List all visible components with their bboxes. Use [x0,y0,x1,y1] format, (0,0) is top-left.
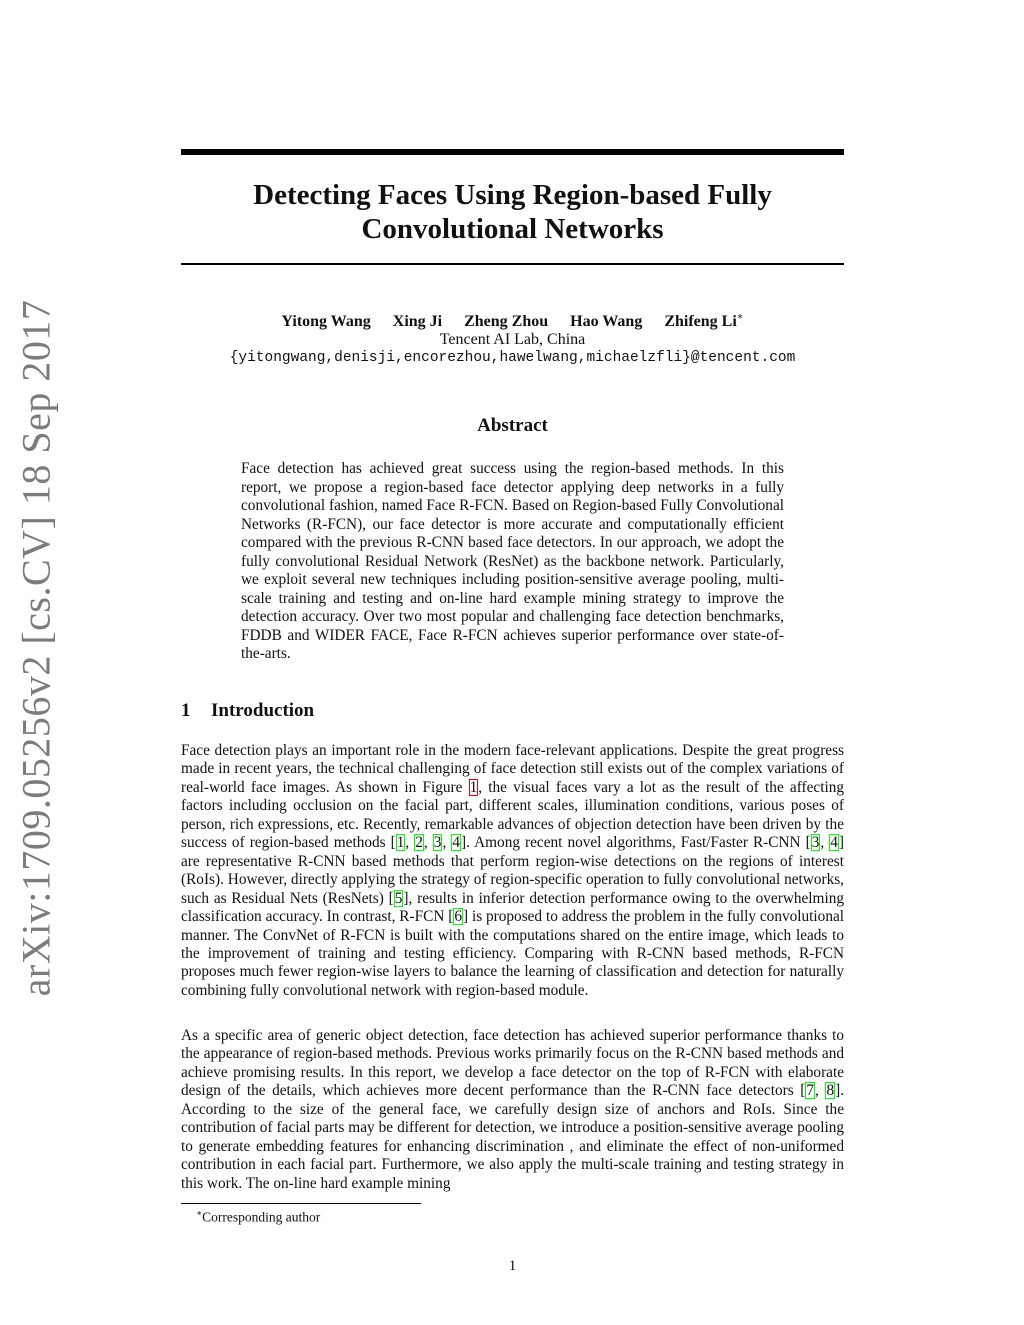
title-bottom-rule [181,263,844,265]
author-name: Zhifeng Li [664,313,737,331]
footnote-rule [181,1203,421,1204]
author-name-corresponding [664,313,743,330]
affiliation: Tencent AI Lab, China [439,331,586,348]
citation-link[interactable]: 4 [452,834,460,852]
figure-reference-link[interactable]: 1 [469,778,478,796]
citation-link[interactable]: 4 [830,834,838,852]
abstract-text: Face detection has achieved great success using the region-based methods. In this report, we propose a region-based face detector applying deep networks in a fully convolutional fashion, named Face R-FCN. Based on Region-based Fully Convolutional Networks (R-FCN), our face detector is more accurate and computationally efficient compared with the previous R-CNN based face detectors. In our approach, we adopt the fully convolutional Residual Network (ResNet) as the backbone network. Particularly, we exploit several new techniques including position-sensitive average pooling, multi-scale training and testing and on-line hard example mining strategy to improve the detection accuracy. Over two most popular and challenging face detection benchmarks, FDDB and WIDER FACE, Face R-FCN achieves superior performance over state-of-the-arts. [241,460,784,662]
citation-link[interactable]: 8 [826,1082,835,1100]
citation-link[interactable]: 5 [394,889,403,907]
introduction-paragraph-2: As a specific area of generic object detection, face detection has achieved superior performance thanks to the appearance of region-based methods. Previous works primarily focus on the R-CNN based methods and achieve promising results. In this report, we develop a face detector on the top of R-FCN with elaborate design of the details, which achieves more decent performance than the R-CNN face detectors [7, 8]. According to the size of the general face, we carefully design size of anchors and RoIs. Since the contribution of facial parts may be different for detection, we introduce a position-sensitive average pooling to generate embedding features for enhancing discrimination , and eliminate the effect of non-uniformed contribution in each facial part. Furthermore, we also apply the multi-scale training and testing strategy in this work. The on-line hard example mining [181,1027,845,1192]
citation-link[interactable]: 1 [396,834,405,852]
section-title: Introduction [211,700,315,721]
introduction-paragraph-1: Face detection plays an important role in the modern face-relevant applications. Despite the great progress made in recent years, the technical challenging of face detection still exists out of the complex variations of real-world face images. As shown in Figure 1, the visual faces vary a lot as the result of the affecting factors including occlusion on the facial part, different scales, illumination conditions, various poses of person, rich expressions, etc. Recently, remarkable advances of objection detection have been driven by the success of region-based methods [1, 2, 3, 4]. Among recent novel algorithms, Fast/Faster R-CNN [3, 4] are representative R-CNN based methods that perform region-wise detections on the regions of interest (RoIs). However, directly applying the strategy of region-specific operation to fully convolutional networks, such as Residual Nets (ResNets) [5], results in inferior detection performance owing to the overwhelming classification accuracy. In contrast, R-FCN [6] is proposed to address the problem in the fully convolutional manner. The ConvNet of R-FCN is built with the computations shared on the entire image, which leads to the improvement of training and testing efficiency. Comparing with R-CNN based methods, R-FCN proposes much fewer region-wise layers to balance the learning of classification and detection for naturally combining fully convolutional network with region-based module. [181,742,845,999]
author-emails: {yitongwang,denisji,encorezhou,hawelwang,michaelzfli}@tencent.com [229,350,796,366]
corresponding-author-mark: ∗ [736,312,744,323]
page-number: 1 [508,1258,517,1274]
paper-title: Detecting Faces Using Region-based Fully Convolutional Networks [253,179,772,245]
author-name: Hao Wang [570,313,643,331]
text-run: ]. According to the size of the general face, we carefully design size of anchors and RoIs. Since the contribution of facial parts may be different for detection, we introduce a position-sensitive average pooling to generate embedding features for enhancing discrimination , and eliminate the effect of non-uniformed contribution in each facial part. Furthermore, we also apply the multi-scale training and testing strategy in this work. The on-line hard example mining [181,1082,845,1192]
footnote [196,1208,320,1226]
text-run: ], results in inferior detection performance owing to the overwhelming classification accuracy. In contrast, R-FCN [ [181,889,844,926]
section-number: 1 [181,700,191,721]
citation-link[interactable]: 3 [433,834,442,852]
text-run: ]. Among recent novel algorithms, Fast/Faster R-CNN [ [460,834,811,852]
text-run: , the visual faces vary a lot as the result of the affecting factors including occlusion on the facial part, different scales, illumination conditions, various poses of person, rich expressions, etc. Recently, remarkable advances of objection detection have been driven by the success of region-based methods [ [181,778,844,852]
author-list [181,312,844,331]
text-run: As a specific area of generic object detection, face detection has achieved superior performance thanks to the appearance of region-based methods. Previous works primarily focus on the R-CNN based methods and achieve promising results. In this report, we develop a face detector on the top of R-FCN with elaborate design of the details, which achieves more decent performance than the R-CNN face detectors [ [181,1027,844,1100]
citation-link[interactable]: 6 [454,908,462,926]
author-name: Yitong Wang [281,313,371,331]
footnote-mark: ∗ [196,1208,203,1218]
abstract-heading: Abstract [477,415,548,436]
text-run: ] are representative R-CNN based methods that perform region-wise detections on the regions of interest (RoIs). However, directly applying the strategy of region-specific operation to fully convolutional networks, such as Residual Nets (ResNets) [ [181,834,844,907]
footnote-text: Corresponding author [202,1209,321,1225]
text-run: ] is proposed to address the problem in the fully convolutional manner. The ConvNet of R-FCN is built with the computations shared on the entire image, which leads to the improvement of training and testing efficiency. Comparing with R-CNN based methods, R-FCN proposes much fewer region-wise layers to balance the learning of classification and detection for naturally combining fully convolutional network with region-based module. [181,908,845,999]
title-top-rule [181,149,844,155]
author-name: Zheng Zhou [464,313,549,331]
citation-link[interactable]: 2 [415,834,423,852]
citation-link[interactable]: 3 [811,834,820,852]
citation-link[interactable]: 7 [806,1082,815,1100]
arxiv-identifier-text: arXiv:1709.05256v2 [cs.CV] 18 Sep 2017 [13,299,59,997]
author-name: Xing Ji [392,313,443,331]
section-heading-introduction [181,700,314,722]
text-run: Face detection plays an important role in the modern face-relevant applications. Despite the great progress made in recent years, the technical challenging of face detection still exists out of the complex variations of real-world face images. As shown in Figure [181,742,844,796]
